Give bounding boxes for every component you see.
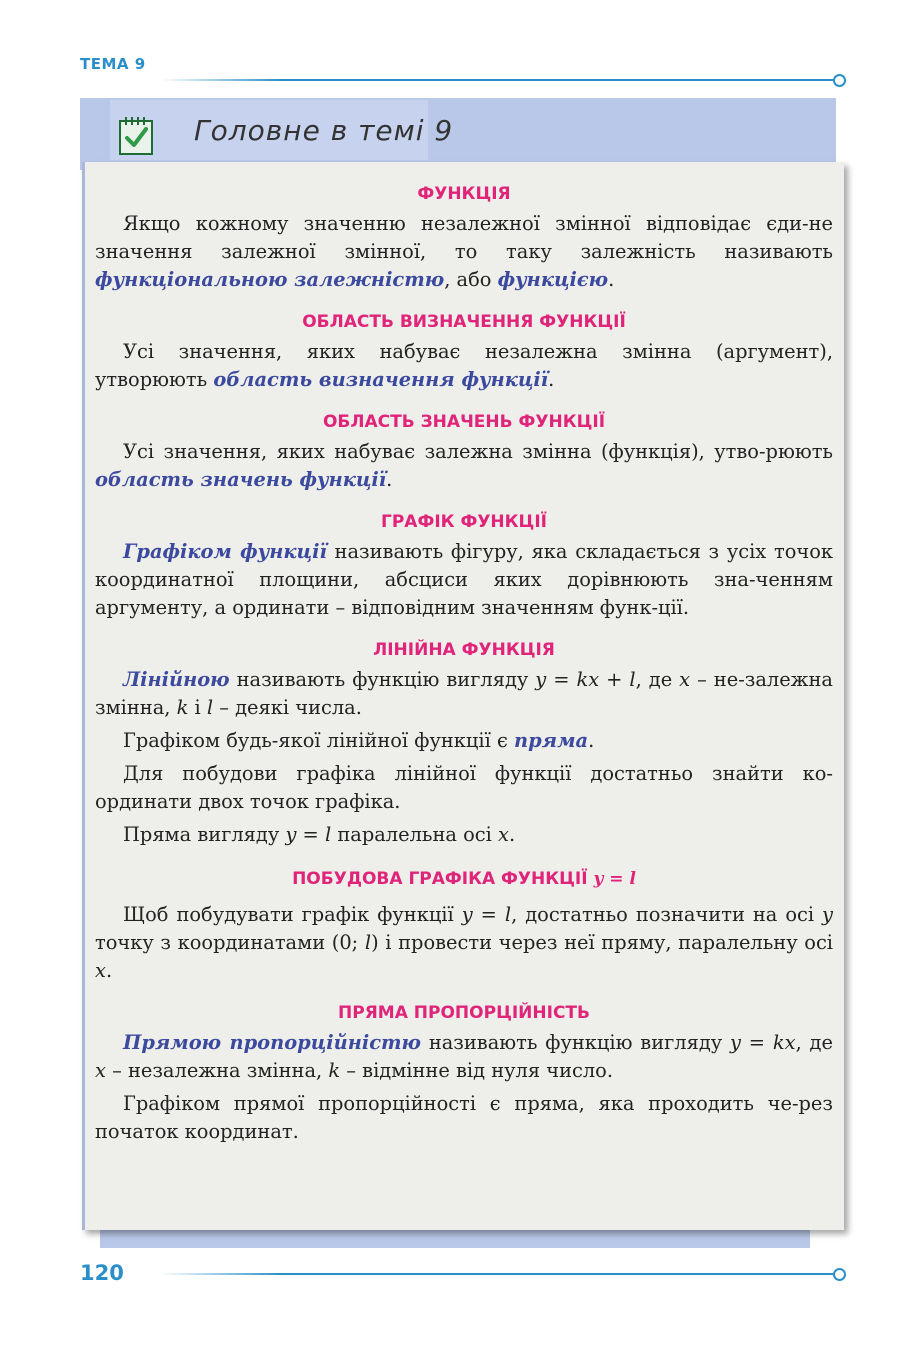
term: Лінійною [123, 668, 230, 691]
formula: y = kx [730, 1031, 796, 1054]
term: функціональною залежністю [95, 268, 445, 291]
summary-content [95, 182, 833, 1146]
header-title: Головне в темі 9 [194, 114, 454, 147]
paragraph: Якщо кожному значенню незалежної змінної відповідає єди-не значення залежної змінної, то таку залежність називають функціональною залежністю, або функцією. [95, 212, 833, 291]
paragraph: Прямою пропорційністю називають функцію вигляду y = kx, де x – незалежна змінна, k – відмінне від нуля число. [95, 1031, 833, 1082]
section-range [95, 410, 833, 494]
term: область значень функції [95, 468, 387, 491]
paragraph: Графіком прямої пропорційності є пряма, яка проходить че-рез початок координат. [95, 1092, 833, 1143]
section-domain [95, 310, 833, 394]
corner-decoration [816, 104, 824, 112]
paragraph: Пряма вигляду y = l паралельна осі x. [123, 823, 516, 846]
section-title: ГРАФІК ФУНКЦІЇ [381, 512, 547, 532]
section-title: ФУНКЦІЯ [417, 184, 511, 204]
paragraph: Графіком будь-якої лінійної функції є пряма. [123, 729, 595, 752]
top-rule-circle [833, 74, 846, 87]
topic-label: ТЕМА 9 [80, 55, 146, 73]
term: функцією [497, 268, 609, 291]
paragraph: Щоб побудувати графік функції y = l, достатньо позначити на осі y точку з координатами (0; l) і провести через неї пряму, паралельну осі x. [95, 903, 834, 982]
section-linear [95, 638, 833, 849]
term: область визначення функції [213, 368, 549, 391]
section-direct-proportionality [95, 1001, 833, 1146]
term: пряма [513, 729, 589, 752]
section-title: ПОБУДОВА ГРАФІКА ФУНКЦІЇ y = l [292, 869, 636, 889]
bottom-rule [160, 1273, 835, 1275]
section-title: ОБЛАСТЬ ВИЗНАЧЕННЯ ФУНКЦІЇ [302, 312, 626, 332]
section-title: ОБЛАСТЬ ЗНАЧЕНЬ ФУНКЦІЇ [322, 412, 606, 432]
paragraph: Для побудови графіка лінійної функції достатньо знайти ко-ординати двох точок графіка. [95, 762, 833, 813]
section-function [95, 182, 833, 294]
paragraph: Усі значення, яких набуває незалежна змінна (аргумент), утворюють область визначення функції. [95, 340, 833, 391]
paragraph: Лінійною називають функцію вигляду y = kx + l, де x – не-залежна змінна, k і l – деякі числа. [95, 668, 833, 719]
corner-decoration [86, 104, 94, 112]
term: Прямою пропорційністю [123, 1031, 421, 1054]
section-constant-graph [95, 867, 833, 985]
paragraph: Усі значення, яких набуває залежна змінна (функція), утво-рюють область значень функції. [95, 440, 833, 491]
formula: y = l [285, 823, 332, 846]
formula: y = l [461, 903, 512, 926]
notebook-check-icon [118, 114, 154, 156]
top-rule [160, 79, 835, 81]
paragraph: Графіком функції називають фігуру, яка складається з усіх точок координатної площини, абсциси яких дорівнюють зна-ченням аргументу, а ординати – відповідним значенням функ-ції. [95, 540, 833, 619]
term: Графіком функції [123, 540, 327, 563]
formula: y = kx + l [535, 668, 636, 691]
section-title: ПРЯМА ПРОПОРЦІЙНІСТЬ [338, 1003, 590, 1023]
formula: y = l [593, 869, 636, 889]
section-title: ЛІНІЙНА ФУНКЦІЯ [373, 640, 555, 660]
section-graph [95, 510, 833, 622]
bottom-rule-circle [833, 1268, 846, 1281]
page-number: 120 [80, 1261, 124, 1285]
